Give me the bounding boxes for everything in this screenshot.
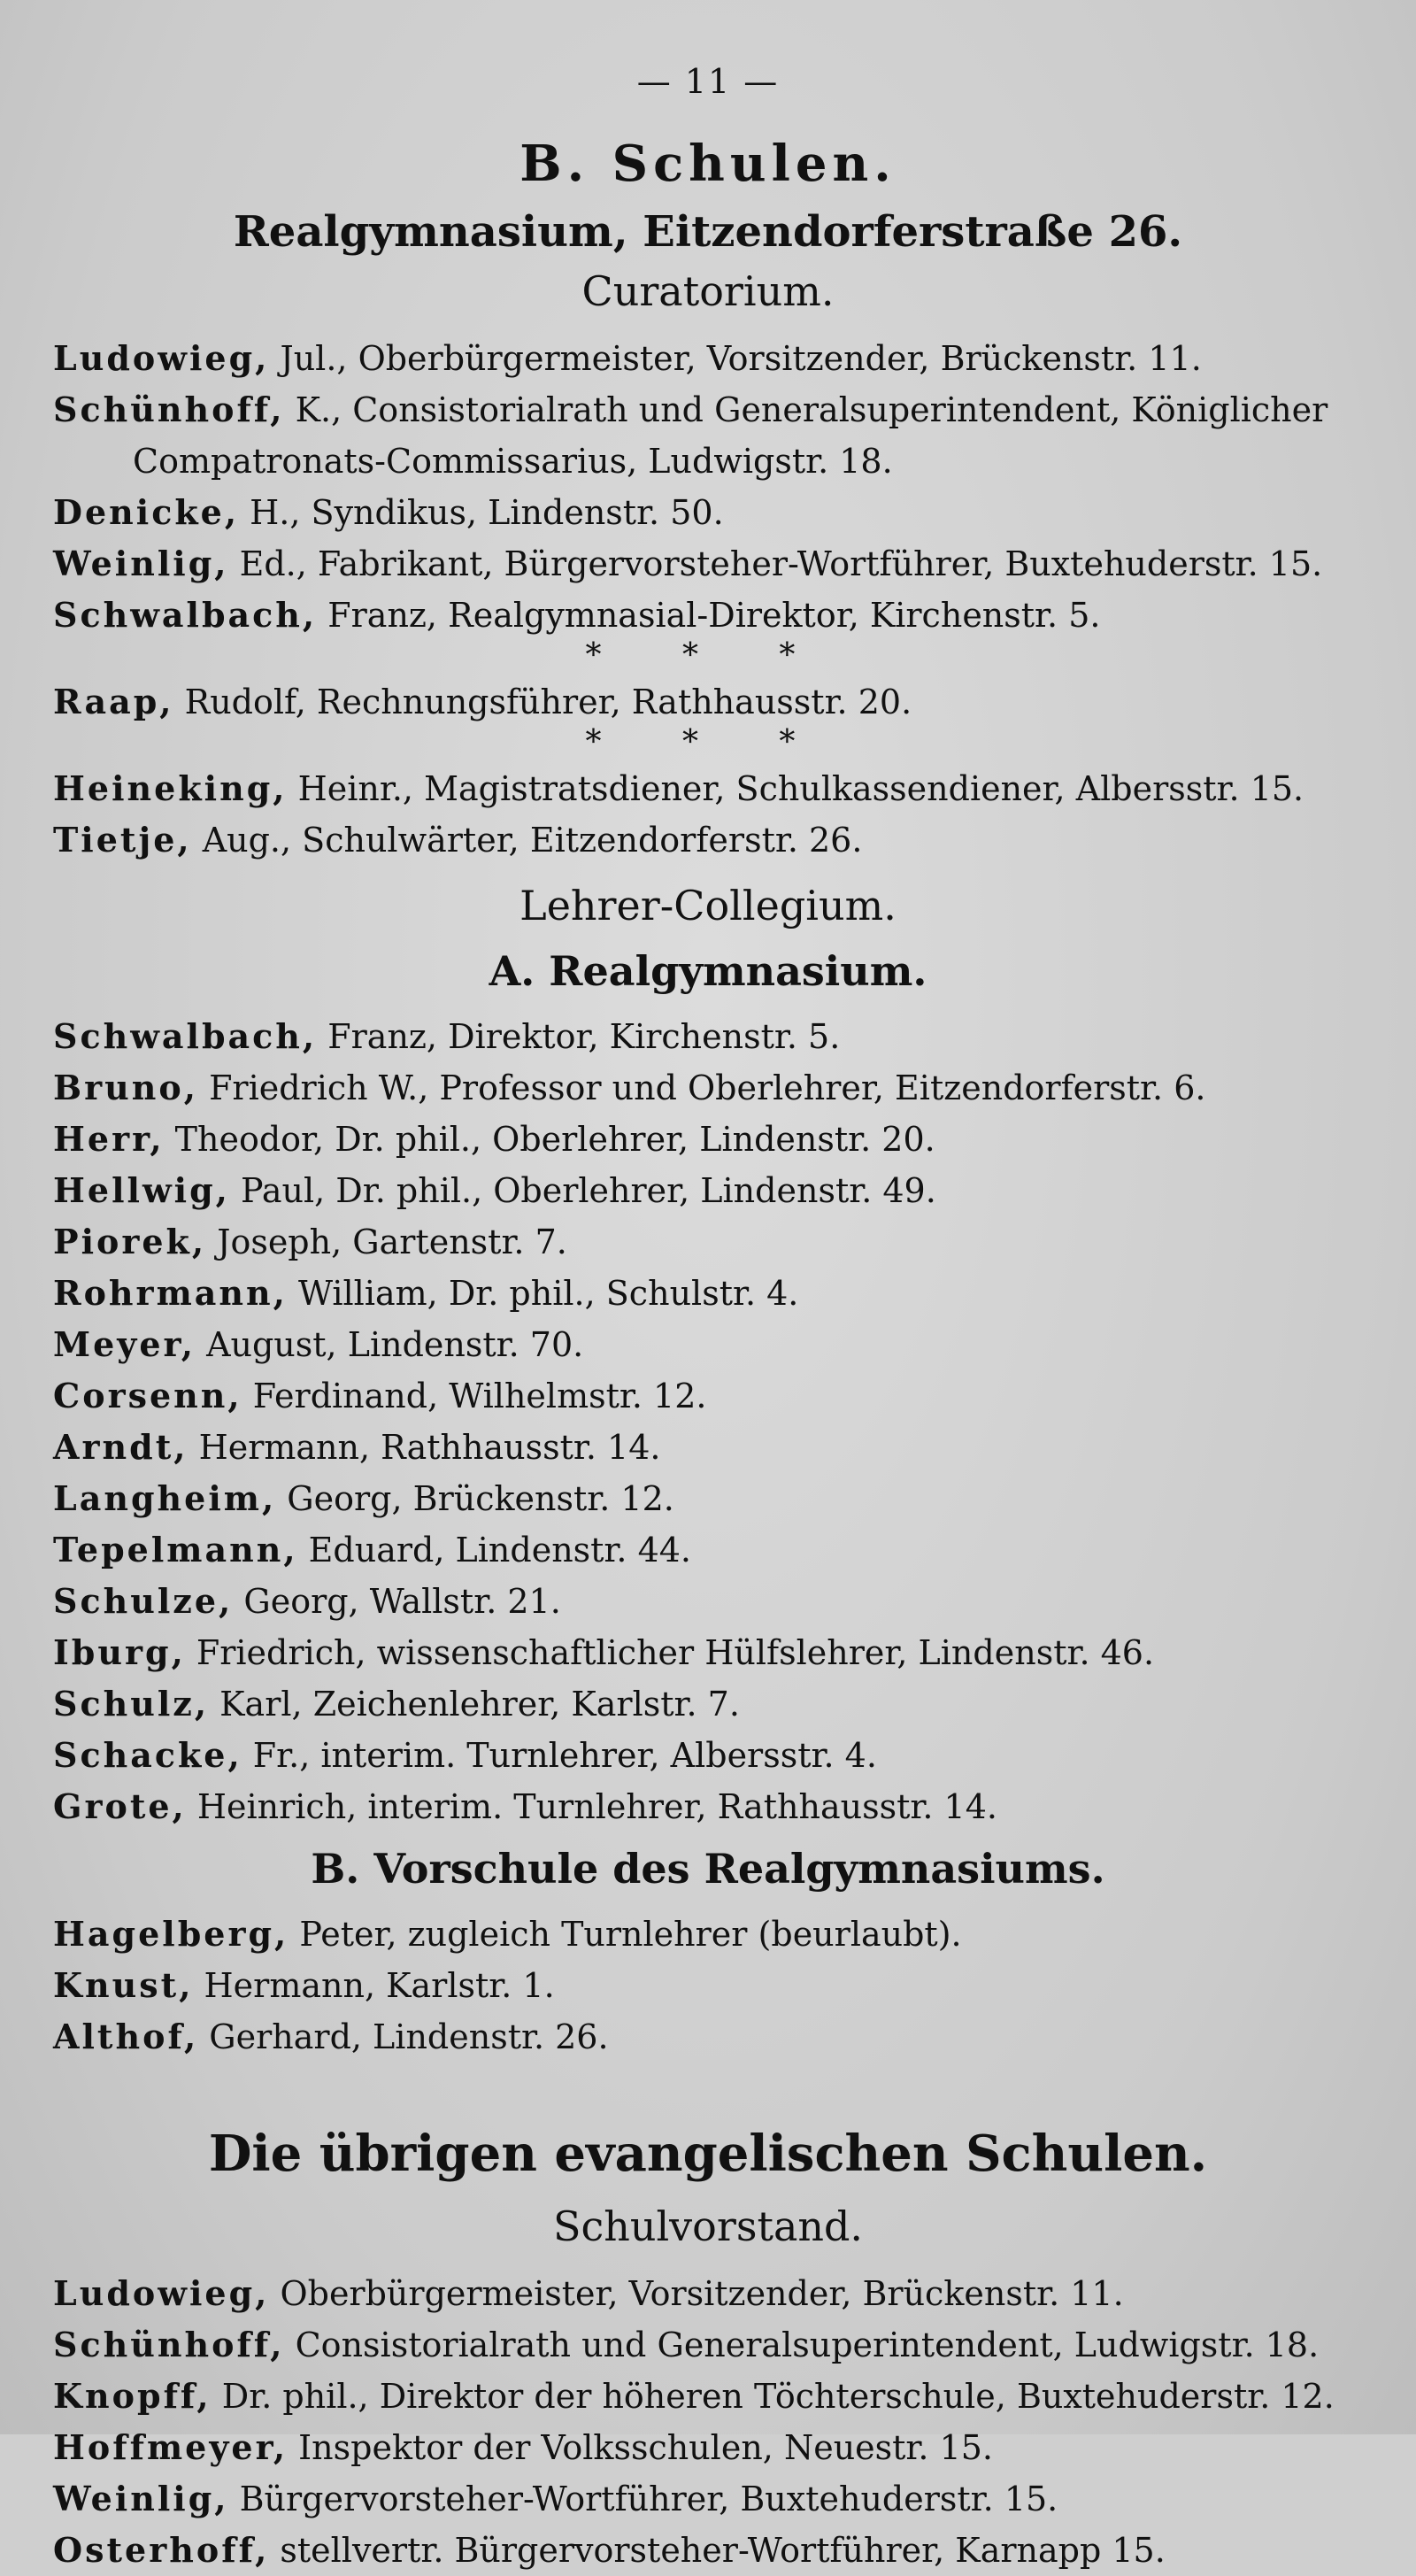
entry-name: Denicke,: [53, 492, 240, 532]
entry-details: Compatronats-Commissarius, Ludwigstr. 18.: [133, 442, 893, 481]
entry-name: Schwalbach,: [53, 1016, 318, 1056]
entry-name: Hellwig,: [53, 1170, 230, 1210]
entry-name: Schwalbach,: [53, 595, 318, 635]
entry-name: Grote,: [53, 1786, 187, 1826]
collegium-title: Lehrer-Collegium.: [519, 882, 897, 929]
list-item: [53, 384, 1363, 436]
entry-name: Schünhoff,: [53, 2325, 285, 2364]
list-item: [53, 1678, 1363, 1730]
entry-name: Raap,: [53, 682, 174, 721]
list-item: [53, 1319, 1363, 1370]
entry-name: Althof,: [53, 2017, 199, 2056]
entry-details: Consistorialrath und Generalsuperintendent, Ludwigstr. 18.: [284, 2325, 1320, 2364]
entry-details: stellvertr. Bürgervorsteher-Wortführer, Karnapp 15.: [269, 2531, 1166, 2570]
list-item: [53, 814, 1363, 866]
entry-details: Rudolf, Rechnungsführer, Rathhausstr. 20.: [173, 683, 912, 721]
entry-name: Iburg,: [53, 1632, 186, 1672]
list-item: [53, 436, 1363, 487]
entry-details: Hermann, Rathhausstr. 14.: [188, 1428, 661, 1467]
entry-details: Dr. phil., Direktor der höheren Töchterschule, Buxtehuderstr. 12.: [211, 2377, 1335, 2416]
page-number: — 11 —: [636, 62, 780, 101]
schulvorstand-title: Schulvorstand.: [552, 2202, 864, 2250]
list-item: [53, 1960, 1363, 2011]
entry-details: Aug., Schulwärter, Eitzendorferstr. 26.: [191, 821, 863, 860]
entry-details: K., Consistorialrath und Generalsuperintendent, Königlicher: [284, 390, 1328, 429]
list-item: [53, 1422, 1363, 1473]
entry-details: Franz, Realgymnasial-Direktor, Kirchenstr. 5.: [317, 596, 1101, 635]
teacher-list-a: [53, 1011, 1363, 1832]
entry-details: Fr., interim. Turnlehrer, Albersstr. 4.: [242, 1736, 877, 1775]
entry-details: Friedrich, wissenschaftlicher Hülfslehrer, Lindenstr. 46.: [185, 1633, 1155, 1672]
diener-list: [53, 763, 1363, 866]
entry-name: Heineking,: [53, 768, 288, 808]
entry-details: Eduard, Lindenstr. 44.: [297, 1531, 692, 1570]
entry-details: Franz, Direktor, Kirchenstr. 5.: [317, 1017, 841, 1056]
list-item: [53, 2525, 1363, 2576]
entry-name: Meyer,: [53, 1324, 196, 1364]
list-item: [53, 538, 1363, 590]
entry-name: Tepelmann,: [53, 1530, 298, 1570]
list-item: [53, 2473, 1363, 2525]
list-item: [53, 590, 1363, 641]
entry-name: Knust,: [53, 1965, 194, 2005]
school-title: Realgymnasium, Eitzendorferstraße 26.: [233, 207, 1183, 257]
teacher-list-b: [53, 1909, 1363, 2063]
list-item: [53, 1909, 1363, 1960]
entry-name: Schacke,: [53, 1735, 242, 1775]
list-item: [53, 1730, 1363, 1781]
entry-details: Inspektor der Volksschulen, Neuestr. 15.: [288, 2428, 994, 2467]
entry-details: Paul, Dr. phil., Oberlehrer, Lindenstr. 49.: [229, 1171, 936, 1210]
entry-details: Bürgervorsteher-Wortführer, Buxtehuderstr. 15.: [228, 2480, 1058, 2518]
entry-details: Oberbürgermeister, Vorsitzender, Brückenstr. 11.: [269, 2274, 1124, 2313]
list-item: [53, 333, 1363, 384]
list-item: [53, 2371, 1363, 2422]
list-item: [53, 1216, 1363, 1268]
section-title: B. Schulen.: [519, 135, 897, 193]
entry-details: Friedrich W., Professor und Oberlehrer, Eitzendorferstr. 6.: [197, 1068, 1206, 1107]
entry-details: Georg, Wallstr. 21.: [233, 1582, 561, 1621]
entry-name: Weinlig,: [53, 544, 229, 583]
list-item: [53, 1370, 1363, 1422]
list-item: [53, 1114, 1363, 1165]
curatorium-list: [53, 333, 1363, 641]
separator-stars: * * *: [585, 637, 831, 674]
entry-details: Georg, Brückenstr. 12.: [276, 1479, 674, 1518]
separator-stars-2: * * *: [585, 724, 831, 760]
list-item: [53, 1576, 1363, 1627]
entry-name: Rohrmann,: [53, 1273, 288, 1313]
entry-name: Piorek,: [53, 1222, 207, 1261]
entry-details: Heinrich, interim. Turnlehrer, Rathhausstr. 14.: [186, 1787, 997, 1826]
list-item: [53, 487, 1363, 538]
list-item: [53, 2422, 1363, 2473]
entry-name: Knopff,: [53, 2376, 212, 2416]
entry-name: Hagelberg,: [53, 1914, 289, 1954]
entry-name: Hoffmeyer,: [53, 2427, 289, 2467]
list-item: [53, 1165, 1363, 1216]
entry-details: Karl, Zeichenlehrer, Karlstr. 7.: [209, 1685, 740, 1724]
entry-name: Ludowieg,: [53, 338, 270, 378]
entry-details: Jul., Oberbürgermeister, Vorsitzender, Brückenstr. 11.: [269, 339, 1202, 378]
rechnung-list: [53, 676, 1363, 728]
entry-details: Joseph, Gartenstr. 7.: [206, 1222, 567, 1261]
entry-name: Osterhoff,: [53, 2530, 270, 2570]
entry-details: William, Dr. phil., Schulstr. 4.: [287, 1274, 799, 1313]
entry-details: Heinr., Magistratsdiener, Schulkassendiener, Albersstr. 15.: [287, 769, 1304, 808]
vorschule-subtitle: B. Vorschule des Realgymnasiums.: [311, 1845, 1105, 1893]
entry-name: Tietje,: [53, 820, 192, 860]
entry-details: Theodor, Dr. phil., Oberlehrer, Lindenstr. 20.: [164, 1120, 935, 1159]
entry-details: Ed., Fabrikant, Bürgervorsteher-Wortführer, Buxtehuderstr. 15.: [228, 544, 1323, 583]
entry-name: Schulz,: [53, 1684, 210, 1724]
list-item: [53, 2011, 1363, 2063]
entry-details: Gerhard, Lindenstr. 26.: [198, 2017, 609, 2056]
entry-name: Schünhoff,: [53, 389, 285, 429]
list-item: [53, 676, 1363, 728]
list-item: [53, 2319, 1363, 2371]
curatorium-title: Curatorium.: [581, 267, 835, 315]
evangelical-schools-title: Die übrigen evangelischen Schulen.: [208, 2125, 1208, 2183]
list-item: [53, 1473, 1363, 1524]
entry-name: Langheim,: [53, 1478, 277, 1518]
entry-name: Herr,: [53, 1119, 165, 1159]
entry-details: H., Syndikus, Lindenstr. 50.: [239, 493, 724, 532]
entry-details: August, Lindenstr. 70.: [195, 1325, 584, 1364]
entry-details: Ferdinand, Wilhelmstr. 12.: [242, 1377, 707, 1415]
realgymnasium-subtitle: A. Realgymnasium.: [489, 947, 927, 995]
list-item: [53, 1062, 1363, 1114]
list-item: [53, 1011, 1363, 1062]
schulvorstand-list: [53, 2268, 1363, 2576]
entry-name: Bruno,: [53, 1068, 198, 1107]
list-item: [53, 2268, 1363, 2319]
entry-details: Peter, zugleich Turnlehrer (beurlaubt).: [289, 1915, 962, 1954]
list-item: [53, 1524, 1363, 1576]
list-item: [53, 1781, 1363, 1832]
list-item: [53, 1627, 1363, 1678]
entry-name: Corsenn,: [53, 1376, 242, 1415]
entry-name: Arndt,: [53, 1427, 189, 1467]
entry-name: Schulze,: [53, 1581, 234, 1621]
entry-name: Ludowieg,: [53, 2273, 270, 2313]
list-item: [53, 1268, 1363, 1319]
list-item: [53, 763, 1363, 814]
entry-name: Weinlig,: [53, 2479, 229, 2518]
entry-details: Hermann, Karlstr. 1.: [193, 1966, 555, 2005]
